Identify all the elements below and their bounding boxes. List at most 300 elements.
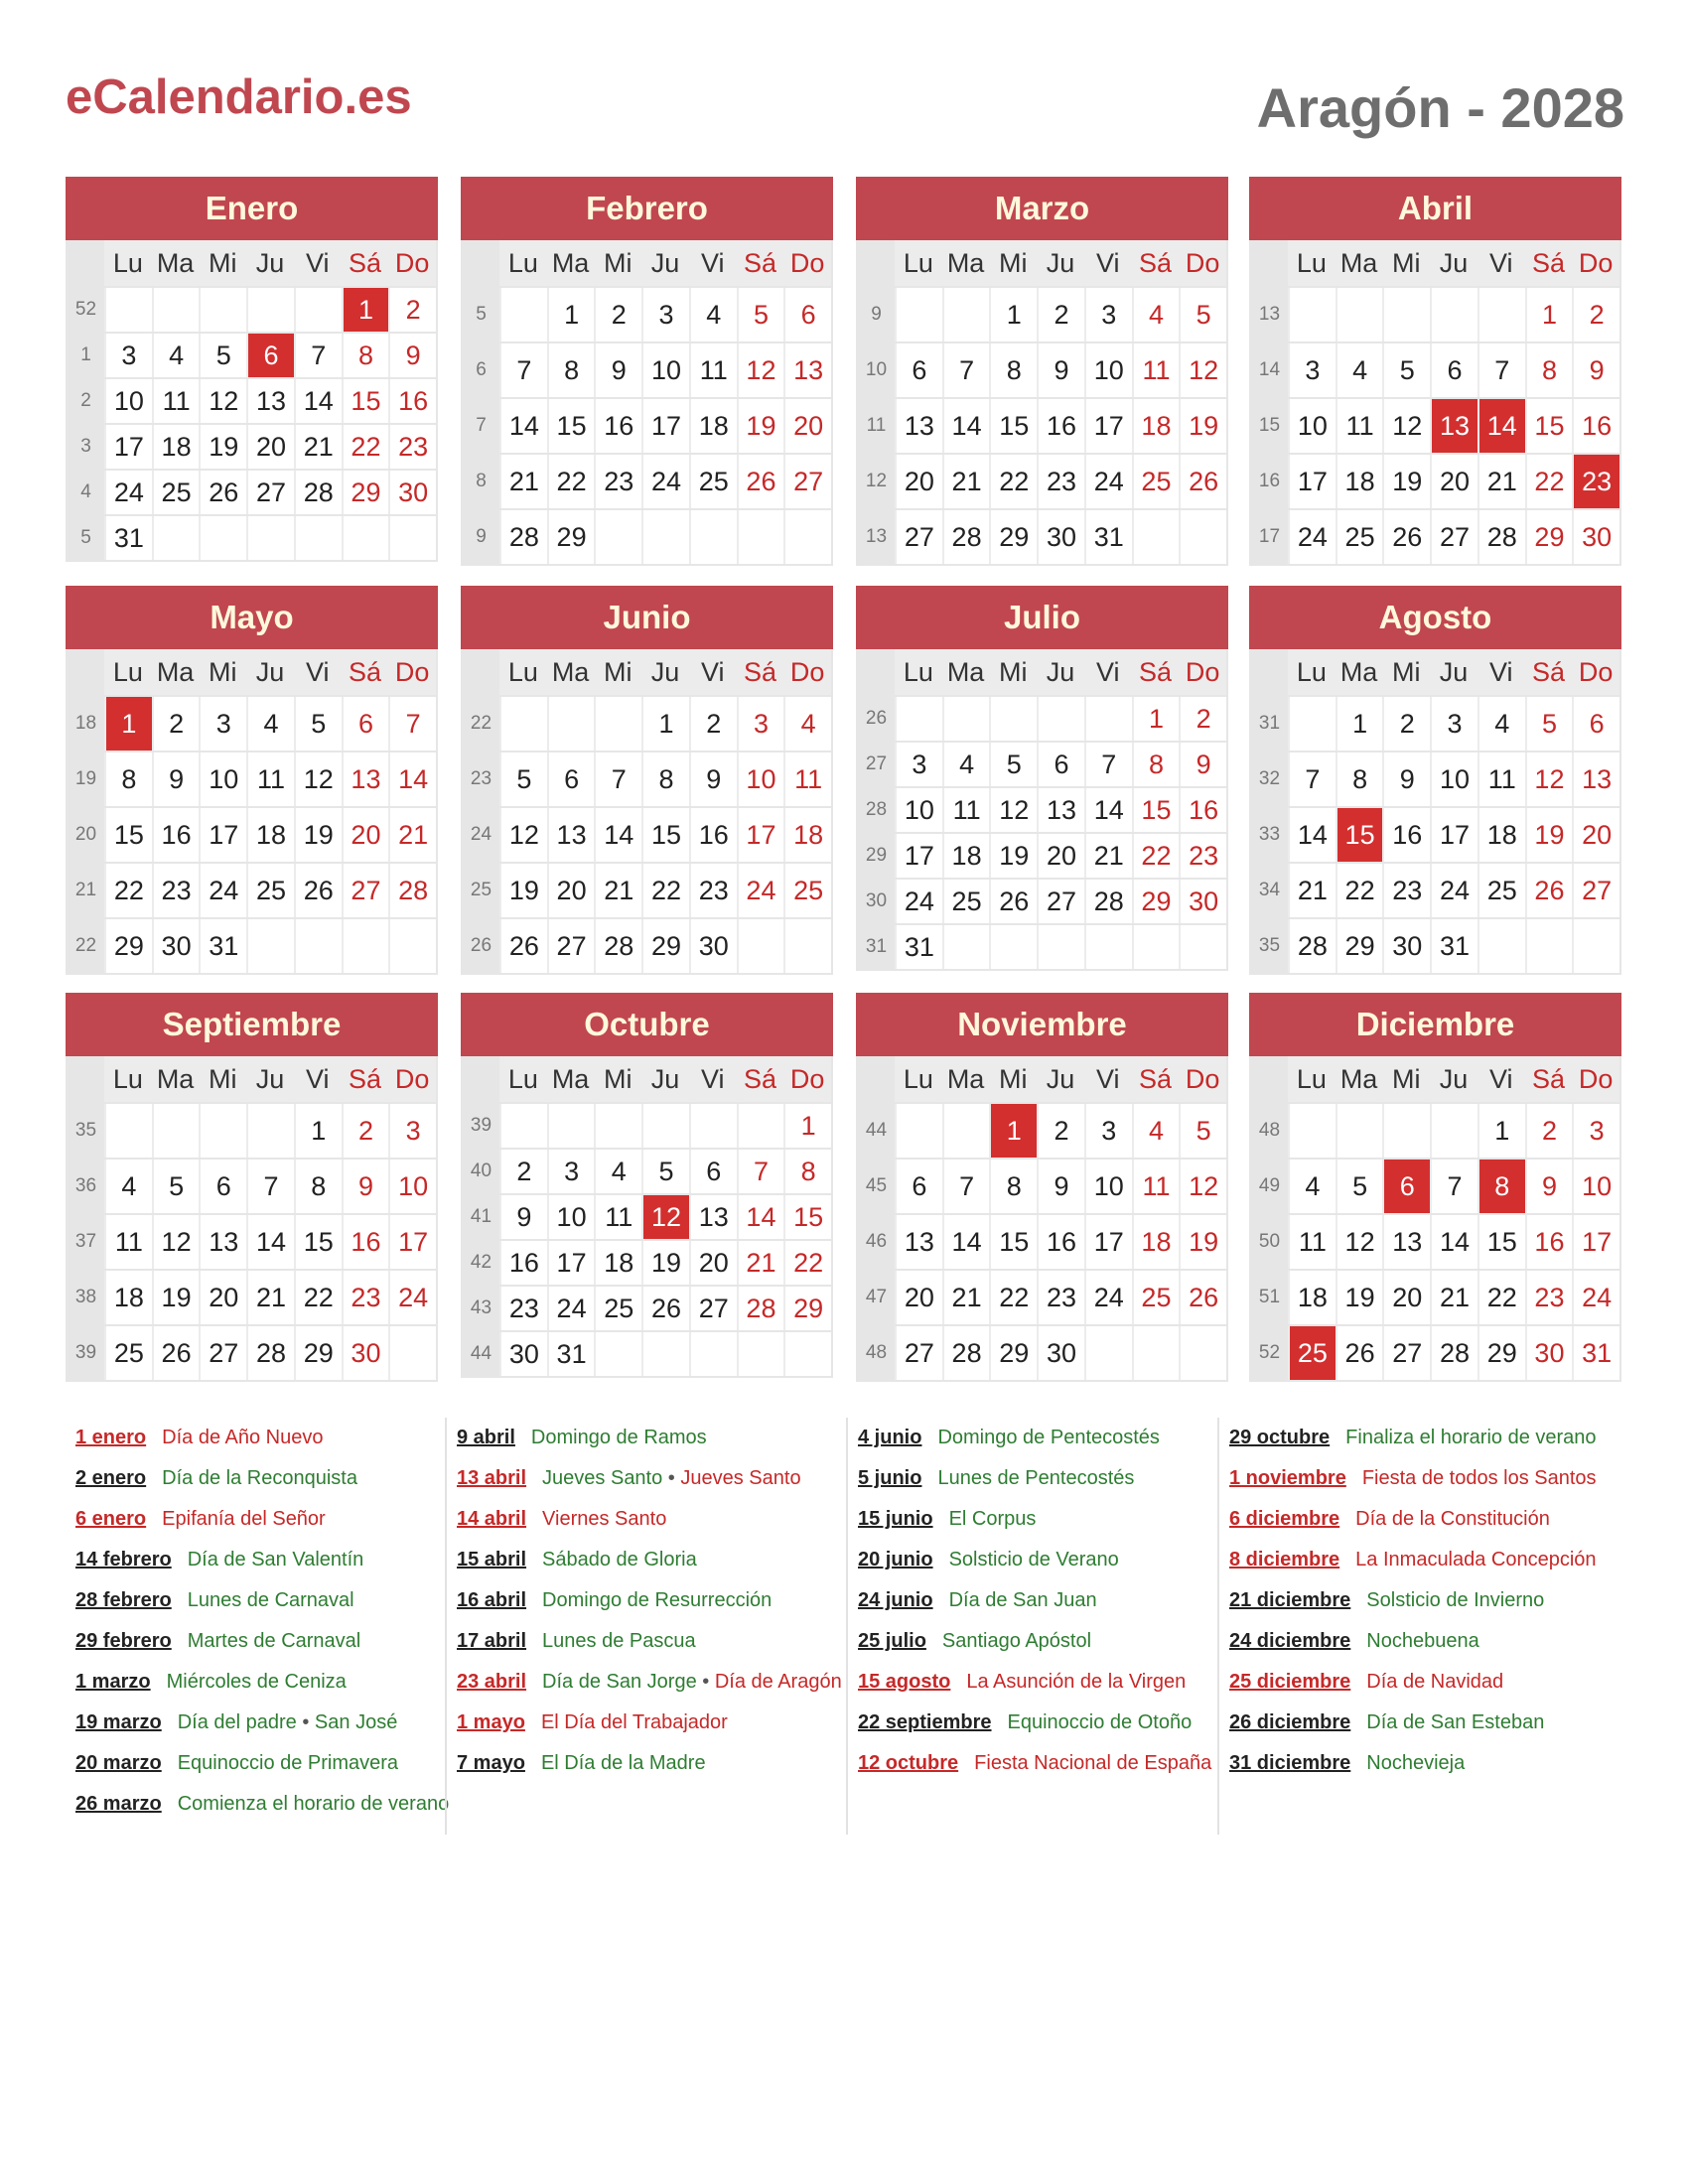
- day-cell[interactable]: 22: [547, 455, 595, 508]
- day-cell[interactable]: 27: [342, 864, 389, 917]
- day-cell[interactable]: 10: [1084, 1160, 1132, 1213]
- day-cell[interactable]: 29: [989, 1326, 1037, 1380]
- day-cell[interactable]: 9: [499, 1195, 547, 1239]
- day-cell[interactable]: 23: [499, 1287, 547, 1330]
- day-cell[interactable]: 10: [737, 752, 784, 806]
- day-cell[interactable]: 7: [942, 1160, 990, 1213]
- day-cell[interactable]: 27: [1037, 880, 1084, 923]
- day-cell[interactable]: 29: [104, 919, 152, 973]
- day-cell[interactable]: 8: [294, 1160, 342, 1213]
- day-cell[interactable]: 4: [1132, 1104, 1180, 1158]
- day-cell[interactable]: 6: [689, 1150, 737, 1193]
- day-cell[interactable]: 26: [737, 455, 784, 508]
- day-cell[interactable]: 4: [246, 697, 294, 751]
- day-cell[interactable]: 21: [1288, 864, 1336, 917]
- day-cell[interactable]: 3: [199, 697, 246, 751]
- day-cell[interactable]: 31: [1430, 919, 1477, 973]
- day-cell[interactable]: 19: [1179, 1215, 1226, 1269]
- day-cell[interactable]: 13: [895, 1215, 942, 1269]
- day-cell[interactable]: 19: [152, 1271, 200, 1324]
- day-cell[interactable]: 17: [737, 808, 784, 862]
- day-cell[interactable]: 15: [1525, 399, 1573, 453]
- day-cell[interactable]: 8: [783, 1150, 831, 1193]
- holiday-cell[interactable]: 1: [104, 697, 152, 751]
- day-cell[interactable]: 20: [1037, 834, 1084, 878]
- day-cell[interactable]: 5: [1525, 697, 1573, 751]
- day-cell[interactable]: 19: [294, 808, 342, 862]
- day-cell[interactable]: 10: [1572, 1160, 1619, 1213]
- day-cell[interactable]: 8: [342, 334, 389, 377]
- day-cell[interactable]: 23: [1037, 455, 1084, 508]
- day-cell[interactable]: 14: [942, 399, 990, 453]
- day-cell[interactable]: 5: [1179, 288, 1226, 341]
- day-cell[interactable]: 12: [989, 788, 1037, 832]
- day-cell[interactable]: 28: [737, 1287, 784, 1330]
- day-cell[interactable]: 15: [989, 1215, 1037, 1269]
- day-cell[interactable]: 9: [1382, 752, 1430, 806]
- day-cell[interactable]: 15: [1477, 1215, 1525, 1269]
- day-cell[interactable]: 9: [1572, 343, 1619, 397]
- day-cell[interactable]: 14: [594, 808, 641, 862]
- day-cell[interactable]: 8: [104, 752, 152, 806]
- day-cell[interactable]: 12: [1179, 1160, 1226, 1213]
- day-cell[interactable]: 18: [1336, 455, 1383, 508]
- day-cell[interactable]: 25: [1132, 1271, 1180, 1324]
- day-cell[interactable]: 5: [499, 752, 547, 806]
- day-cell[interactable]: 13: [199, 1215, 246, 1269]
- day-cell[interactable]: 3: [1084, 288, 1132, 341]
- day-cell[interactable]: 19: [1525, 808, 1573, 862]
- day-cell[interactable]: 25: [1477, 864, 1525, 917]
- day-cell[interactable]: 4: [689, 288, 737, 341]
- day-cell[interactable]: 30: [342, 1326, 389, 1380]
- day-cell[interactable]: 23: [594, 455, 641, 508]
- day-cell[interactable]: 7: [594, 752, 641, 806]
- day-cell[interactable]: 21: [1430, 1271, 1477, 1324]
- day-cell[interactable]: 23: [342, 1271, 389, 1324]
- day-cell[interactable]: 10: [199, 752, 246, 806]
- day-cell[interactable]: 31: [547, 1332, 595, 1376]
- day-cell[interactable]: 23: [152, 864, 200, 917]
- day-cell[interactable]: 26: [1336, 1326, 1383, 1380]
- day-cell[interactable]: 19: [1336, 1271, 1383, 1324]
- day-cell[interactable]: 3: [1288, 343, 1336, 397]
- day-cell[interactable]: 15: [989, 399, 1037, 453]
- day-cell[interactable]: 1: [1132, 697, 1180, 741]
- day-cell[interactable]: 9: [1525, 1160, 1573, 1213]
- day-cell[interactable]: 19: [989, 834, 1037, 878]
- holiday-cell[interactable]: 8: [1477, 1160, 1525, 1213]
- day-cell[interactable]: 17: [199, 808, 246, 862]
- day-cell[interactable]: 21: [246, 1271, 294, 1324]
- holiday-cell[interactable]: 1: [989, 1104, 1037, 1158]
- day-cell[interactable]: 8: [1525, 343, 1573, 397]
- day-cell[interactable]: 29: [342, 471, 389, 514]
- day-cell[interactable]: 12: [1179, 343, 1226, 397]
- day-cell[interactable]: 14: [294, 379, 342, 423]
- day-cell[interactable]: 22: [1132, 834, 1180, 878]
- day-cell[interactable]: 12: [152, 1215, 200, 1269]
- day-cell[interactable]: 6: [895, 343, 942, 397]
- day-cell[interactable]: 24: [1084, 1271, 1132, 1324]
- day-cell[interactable]: 28: [1477, 510, 1525, 564]
- day-cell[interactable]: 25: [152, 471, 200, 514]
- day-cell[interactable]: 11: [152, 379, 200, 423]
- day-cell[interactable]: 18: [1288, 1271, 1336, 1324]
- day-cell[interactable]: 21: [942, 455, 990, 508]
- day-cell[interactable]: 22: [1477, 1271, 1525, 1324]
- day-cell[interactable]: 2: [689, 697, 737, 751]
- day-cell[interactable]: 24: [737, 864, 784, 917]
- day-cell[interactable]: 10: [1430, 752, 1477, 806]
- day-cell[interactable]: 5: [737, 288, 784, 341]
- day-cell[interactable]: 30: [1179, 880, 1226, 923]
- day-cell[interactable]: 27: [1382, 1326, 1430, 1380]
- day-cell[interactable]: 2: [388, 288, 436, 332]
- day-cell[interactable]: 4: [783, 697, 831, 751]
- day-cell[interactable]: 20: [342, 808, 389, 862]
- day-cell[interactable]: 12: [1336, 1215, 1383, 1269]
- day-cell[interactable]: 5: [152, 1160, 200, 1213]
- day-cell[interactable]: 15: [1132, 788, 1180, 832]
- day-cell[interactable]: 24: [388, 1271, 436, 1324]
- day-cell[interactable]: 17: [1430, 808, 1477, 862]
- day-cell[interactable]: 28: [942, 510, 990, 564]
- day-cell[interactable]: 29: [783, 1287, 831, 1330]
- day-cell[interactable]: 28: [294, 471, 342, 514]
- day-cell[interactable]: 30: [689, 919, 737, 973]
- day-cell[interactable]: 18: [104, 1271, 152, 1324]
- day-cell[interactable]: 26: [641, 1287, 689, 1330]
- day-cell[interactable]: 16: [499, 1241, 547, 1285]
- day-cell[interactable]: 13: [1382, 1215, 1430, 1269]
- holiday-cell[interactable]: 14: [1477, 399, 1525, 453]
- day-cell[interactable]: 15: [294, 1215, 342, 1269]
- day-cell[interactable]: 7: [1084, 743, 1132, 786]
- day-cell[interactable]: 25: [246, 864, 294, 917]
- day-cell[interactable]: 5: [199, 334, 246, 377]
- day-cell[interactable]: 13: [1037, 788, 1084, 832]
- day-cell[interactable]: 17: [641, 399, 689, 453]
- day-cell[interactable]: 29: [547, 510, 595, 564]
- day-cell[interactable]: 17: [1572, 1215, 1619, 1269]
- day-cell[interactable]: 12: [1382, 399, 1430, 453]
- day-cell[interactable]: 2: [1572, 288, 1619, 341]
- day-cell[interactable]: 17: [1288, 455, 1336, 508]
- day-cell[interactable]: 21: [294, 425, 342, 469]
- day-cell[interactable]: 7: [246, 1160, 294, 1213]
- day-cell[interactable]: 26: [1525, 864, 1573, 917]
- day-cell[interactable]: 26: [989, 880, 1037, 923]
- day-cell[interactable]: 31: [199, 919, 246, 973]
- day-cell[interactable]: 10: [641, 343, 689, 397]
- day-cell[interactable]: 11: [594, 1195, 641, 1239]
- day-cell[interactable]: 30: [1382, 919, 1430, 973]
- day-cell[interactable]: 23: [689, 864, 737, 917]
- day-cell[interactable]: 26: [199, 471, 246, 514]
- day-cell[interactable]: 16: [1037, 1215, 1084, 1269]
- day-cell[interactable]: 19: [737, 399, 784, 453]
- day-cell[interactable]: 17: [104, 425, 152, 469]
- day-cell[interactable]: 18: [246, 808, 294, 862]
- day-cell[interactable]: 25: [104, 1326, 152, 1380]
- day-cell[interactable]: 9: [594, 343, 641, 397]
- day-cell[interactable]: 21: [737, 1241, 784, 1285]
- day-cell[interactable]: 9: [689, 752, 737, 806]
- day-cell[interactable]: 23: [1179, 834, 1226, 878]
- day-cell[interactable]: 16: [1037, 399, 1084, 453]
- holiday-cell[interactable]: 25: [1288, 1326, 1336, 1380]
- day-cell[interactable]: 13: [783, 343, 831, 397]
- day-cell[interactable]: 28: [246, 1326, 294, 1380]
- day-cell[interactable]: 4: [1132, 288, 1180, 341]
- day-cell[interactable]: 22: [1525, 455, 1573, 508]
- day-cell[interactable]: 10: [547, 1195, 595, 1239]
- day-cell[interactable]: 3: [104, 334, 152, 377]
- day-cell[interactable]: 2: [1037, 288, 1084, 341]
- day-cell[interactable]: 26: [1382, 510, 1430, 564]
- day-cell[interactable]: 13: [689, 1195, 737, 1239]
- day-cell[interactable]: 30: [499, 1332, 547, 1376]
- day-cell[interactable]: 14: [499, 399, 547, 453]
- day-cell[interactable]: 7: [1430, 1160, 1477, 1213]
- day-cell[interactable]: 5: [1179, 1104, 1226, 1158]
- day-cell[interactable]: 14: [246, 1215, 294, 1269]
- day-cell[interactable]: 29: [1132, 880, 1180, 923]
- day-cell[interactable]: 6: [1572, 697, 1619, 751]
- day-cell[interactable]: 27: [1430, 510, 1477, 564]
- day-cell[interactable]: 4: [104, 1160, 152, 1213]
- day-cell[interactable]: 2: [499, 1150, 547, 1193]
- day-cell[interactable]: 31: [104, 516, 152, 560]
- day-cell[interactable]: 1: [1477, 1104, 1525, 1158]
- holiday-cell[interactable]: 1: [342, 288, 389, 332]
- day-cell[interactable]: 7: [737, 1150, 784, 1193]
- day-cell[interactable]: 18: [1132, 1215, 1180, 1269]
- day-cell[interactable]: 11: [783, 752, 831, 806]
- day-cell[interactable]: 25: [689, 455, 737, 508]
- day-cell[interactable]: 2: [1525, 1104, 1573, 1158]
- day-cell[interactable]: 28: [1084, 880, 1132, 923]
- holiday-cell[interactable]: 12: [641, 1195, 689, 1239]
- day-cell[interactable]: 30: [388, 471, 436, 514]
- day-cell[interactable]: 21: [1084, 834, 1132, 878]
- day-cell[interactable]: 8: [547, 343, 595, 397]
- day-cell[interactable]: 16: [594, 399, 641, 453]
- day-cell[interactable]: 9: [1037, 1160, 1084, 1213]
- day-cell[interactable]: 5: [989, 743, 1037, 786]
- day-cell[interactable]: 2: [152, 697, 200, 751]
- day-cell[interactable]: 27: [246, 471, 294, 514]
- day-cell[interactable]: 22: [1336, 864, 1383, 917]
- day-cell[interactable]: 13: [1572, 752, 1619, 806]
- day-cell[interactable]: 2: [1179, 697, 1226, 741]
- day-cell[interactable]: 27: [1572, 864, 1619, 917]
- day-cell[interactable]: 18: [152, 425, 200, 469]
- day-cell[interactable]: 7: [388, 697, 436, 751]
- day-cell[interactable]: 16: [388, 379, 436, 423]
- day-cell[interactable]: 14: [1430, 1215, 1477, 1269]
- day-cell[interactable]: 29: [294, 1326, 342, 1380]
- day-cell[interactable]: 28: [1430, 1326, 1477, 1380]
- day-cell[interactable]: 3: [1430, 697, 1477, 751]
- day-cell[interactable]: 21: [388, 808, 436, 862]
- day-cell[interactable]: 11: [1288, 1215, 1336, 1269]
- day-cell[interactable]: 23: [388, 425, 436, 469]
- day-cell[interactable]: 28: [388, 864, 436, 917]
- day-cell[interactable]: 10: [388, 1160, 436, 1213]
- day-cell[interactable]: 21: [499, 455, 547, 508]
- day-cell[interactable]: 24: [547, 1287, 595, 1330]
- day-cell[interactable]: 2: [1382, 697, 1430, 751]
- day-cell[interactable]: 31: [1084, 510, 1132, 564]
- day-cell[interactable]: 28: [499, 510, 547, 564]
- holiday-cell[interactable]: 6: [1382, 1160, 1430, 1213]
- day-cell[interactable]: 11: [1132, 343, 1180, 397]
- day-cell[interactable]: 9: [1037, 343, 1084, 397]
- day-cell[interactable]: 1: [1336, 697, 1383, 751]
- day-cell[interactable]: 6: [547, 752, 595, 806]
- day-cell[interactable]: 7: [1477, 343, 1525, 397]
- day-cell[interactable]: 30: [1037, 510, 1084, 564]
- day-cell[interactable]: 10: [1084, 343, 1132, 397]
- holiday-cell[interactable]: 6: [246, 334, 294, 377]
- day-cell[interactable]: 27: [895, 510, 942, 564]
- day-cell[interactable]: 20: [895, 1271, 942, 1324]
- day-cell[interactable]: 4: [942, 743, 990, 786]
- day-cell[interactable]: 19: [1179, 399, 1226, 453]
- day-cell[interactable]: 12: [1525, 752, 1573, 806]
- day-cell[interactable]: 28: [1288, 919, 1336, 973]
- holiday-cell[interactable]: 13: [1430, 399, 1477, 453]
- day-cell[interactable]: 20: [199, 1271, 246, 1324]
- day-cell[interactable]: 25: [1336, 510, 1383, 564]
- day-cell[interactable]: 13: [895, 399, 942, 453]
- day-cell[interactable]: 24: [641, 455, 689, 508]
- holiday-cell[interactable]: 15: [1336, 808, 1383, 862]
- day-cell[interactable]: 19: [1382, 455, 1430, 508]
- day-cell[interactable]: 20: [689, 1241, 737, 1285]
- day-cell[interactable]: 9: [152, 752, 200, 806]
- day-cell[interactable]: 29: [1336, 919, 1383, 973]
- day-cell[interactable]: 1: [547, 288, 595, 341]
- day-cell[interactable]: 3: [547, 1150, 595, 1193]
- day-cell[interactable]: 5: [1382, 343, 1430, 397]
- day-cell[interactable]: 16: [1572, 399, 1619, 453]
- day-cell[interactable]: 20: [895, 455, 942, 508]
- day-cell[interactable]: 22: [641, 864, 689, 917]
- day-cell[interactable]: 11: [246, 752, 294, 806]
- day-cell[interactable]: 26: [152, 1326, 200, 1380]
- day-cell[interactable]: 26: [1179, 1271, 1226, 1324]
- day-cell[interactable]: 7: [942, 343, 990, 397]
- day-cell[interactable]: 30: [1037, 1326, 1084, 1380]
- day-cell[interactable]: 3: [1572, 1104, 1619, 1158]
- day-cell[interactable]: 15: [783, 1195, 831, 1239]
- day-cell[interactable]: 3: [895, 743, 942, 786]
- day-cell[interactable]: 23: [1037, 1271, 1084, 1324]
- day-cell[interactable]: 2: [342, 1104, 389, 1158]
- day-cell[interactable]: 3: [641, 288, 689, 341]
- day-cell[interactable]: 29: [1525, 510, 1573, 564]
- day-cell[interactable]: 11: [1132, 1160, 1180, 1213]
- day-cell[interactable]: 12: [737, 343, 784, 397]
- day-cell[interactable]: 3: [737, 697, 784, 751]
- day-cell[interactable]: 17: [1084, 399, 1132, 453]
- day-cell[interactable]: 9: [1179, 743, 1226, 786]
- day-cell[interactable]: 21: [594, 864, 641, 917]
- day-cell[interactable]: 16: [1382, 808, 1430, 862]
- day-cell[interactable]: 17: [547, 1241, 595, 1285]
- day-cell[interactable]: 25: [594, 1287, 641, 1330]
- day-cell[interactable]: 27: [895, 1326, 942, 1380]
- day-cell[interactable]: 25: [1132, 455, 1180, 508]
- day-cell[interactable]: 20: [783, 399, 831, 453]
- day-cell[interactable]: 20: [1430, 455, 1477, 508]
- day-cell[interactable]: 8: [641, 752, 689, 806]
- day-cell[interactable]: 25: [783, 864, 831, 917]
- site-logo[interactable]: eCalendario.es: [66, 70, 412, 124]
- day-cell[interactable]: 24: [199, 864, 246, 917]
- day-cell[interactable]: 14: [1288, 808, 1336, 862]
- day-cell[interactable]: 24: [895, 880, 942, 923]
- day-cell[interactable]: 27: [199, 1326, 246, 1380]
- day-cell[interactable]: 4: [1336, 343, 1383, 397]
- day-cell[interactable]: 21: [942, 1271, 990, 1324]
- day-cell[interactable]: 14: [1084, 788, 1132, 832]
- day-cell[interactable]: 17: [895, 834, 942, 878]
- day-cell[interactable]: 9: [342, 1160, 389, 1213]
- day-cell[interactable]: 21: [1477, 455, 1525, 508]
- day-cell[interactable]: 8: [989, 1160, 1037, 1213]
- day-cell[interactable]: 22: [783, 1241, 831, 1285]
- day-cell[interactable]: 15: [104, 808, 152, 862]
- day-cell[interactable]: 11: [1477, 752, 1525, 806]
- day-cell[interactable]: 6: [895, 1160, 942, 1213]
- day-cell[interactable]: 7: [294, 334, 342, 377]
- day-cell[interactable]: 24: [1430, 864, 1477, 917]
- day-cell[interactable]: 14: [737, 1195, 784, 1239]
- day-cell[interactable]: 5: [1336, 1160, 1383, 1213]
- day-cell[interactable]: 10: [1288, 399, 1336, 453]
- day-cell[interactable]: 6: [1037, 743, 1084, 786]
- day-cell[interactable]: 18: [1477, 808, 1525, 862]
- day-cell[interactable]: 24: [1084, 455, 1132, 508]
- day-cell[interactable]: 27: [783, 455, 831, 508]
- day-cell[interactable]: 22: [989, 455, 1037, 508]
- day-cell[interactable]: 12: [199, 379, 246, 423]
- day-cell[interactable]: 12: [499, 808, 547, 862]
- day-cell[interactable]: 1: [641, 697, 689, 751]
- day-cell[interactable]: 31: [895, 925, 942, 969]
- day-cell[interactable]: 16: [152, 808, 200, 862]
- day-cell[interactable]: 11: [1336, 399, 1383, 453]
- day-cell[interactable]: 24: [1572, 1271, 1619, 1324]
- day-cell[interactable]: 19: [499, 864, 547, 917]
- day-cell[interactable]: 22: [294, 1271, 342, 1324]
- day-cell[interactable]: 28: [942, 1326, 990, 1380]
- day-cell[interactable]: 5: [294, 697, 342, 751]
- day-cell[interactable]: 13: [547, 808, 595, 862]
- day-cell[interactable]: 17: [1084, 1215, 1132, 1269]
- day-cell[interactable]: 28: [594, 919, 641, 973]
- day-cell[interactable]: 3: [1084, 1104, 1132, 1158]
- day-cell[interactable]: 27: [547, 919, 595, 973]
- day-cell[interactable]: 26: [294, 864, 342, 917]
- day-cell[interactable]: 16: [1179, 788, 1226, 832]
- day-cell[interactable]: 6: [783, 288, 831, 341]
- day-cell[interactable]: 20: [246, 425, 294, 469]
